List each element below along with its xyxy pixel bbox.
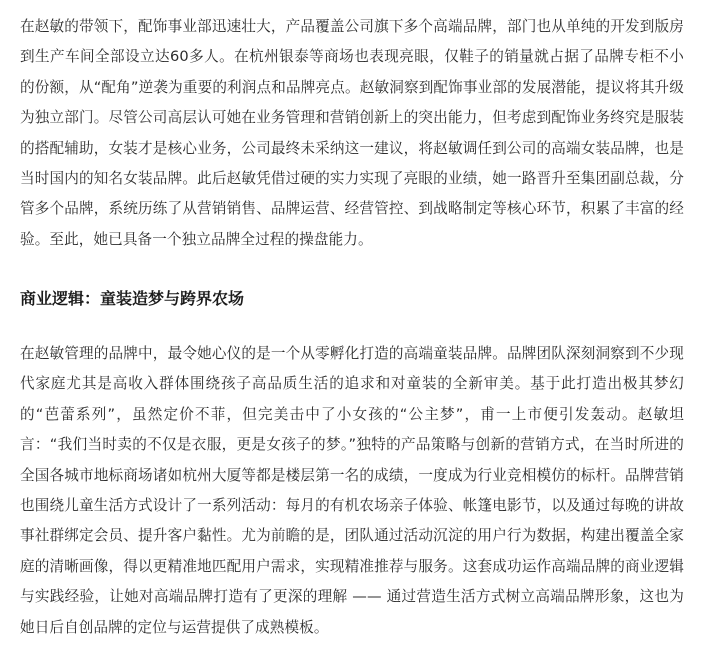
article-body [20,12,684,643]
paragraph-career-growth: 在赵敏的带领下，配饰事业部迅速壮大，产品覆盖公司旗下多个高端品牌，部门也从单纯的开发到版房到生产车间全部设立达60多人。在杭州银泰等商场也表现亮眼，仅鞋子的销量就占据了品牌专柜不小的份额，从“配角”逆袭为重要的利润点和品牌亮点。赵敏洞察到配饰事业部的发展潜能，提议将其升级为独立部门。尽管公司高层认可她在业务管理和营销创新上的突出能力，但考虑到配饰业务终究是服装的搭配辅助，女装才是核心业务，公司最终未采纳这一建议，将赵敏调任到公司的高端女装品牌，也是当时国内的知名女装品牌。此后赵敏凭借过硬的实力实现了亮眼的业绩，她一路晋升至集团副总裁，分管多个品牌，系统历练了从营销销售、品牌运营、经营管控、到战略制定等核心环节，积累了丰富的经验。至此，她已具备一个独立品牌全过程的操盘能力。 [20,18,684,248]
section-heading: 商业逻辑：童装造梦与跨界农场 [20,289,245,308]
paragraph-business-logic: 在赵敏管理的品牌中，最令她心仪的是一个从零孵化打造的高端童装品牌。品牌团队深刻洞察到不少现代家庭尤其是高收入群体围绕孩子高品质生活的追求和对童装的全新审美。基于此打造出极其梦幻的“芭蕾系列”，虽然定价不菲，但完美击中了小女孩的“公主梦”，甫一上市便引发轰动。赵敏坦言：“我们当时卖的不仅是衣服，更是女孩子的梦。”独特的产品策略与创新的营销方式，在当时所进的全国各城市地标商场诸如杭州大厦等都是楼层第一名的成绩，一度成为行业竞相模仿的标杆。品牌营销也围绕儿童生活方式设计了一系列活动：每月的有机农场亲子体验、帐篷电影节，以及通过每晚的讲故事社群绑定会员、提升客户黏性。尤为前瞻的是，团队通过活动沉淀的用户行为数据，构建出覆盖全家庭的清晰画像，得以更精准地匹配用户需求，实现精准推荐与服务。这套成功运作高端品牌的商业逻辑与实践经验，让她对高端品牌打造有了更深的理解 —— 通过营造生活方式树立高端品牌形象，这也为她日后自创品牌的定位与运营提供了成熟模板。 [20,345,684,636]
